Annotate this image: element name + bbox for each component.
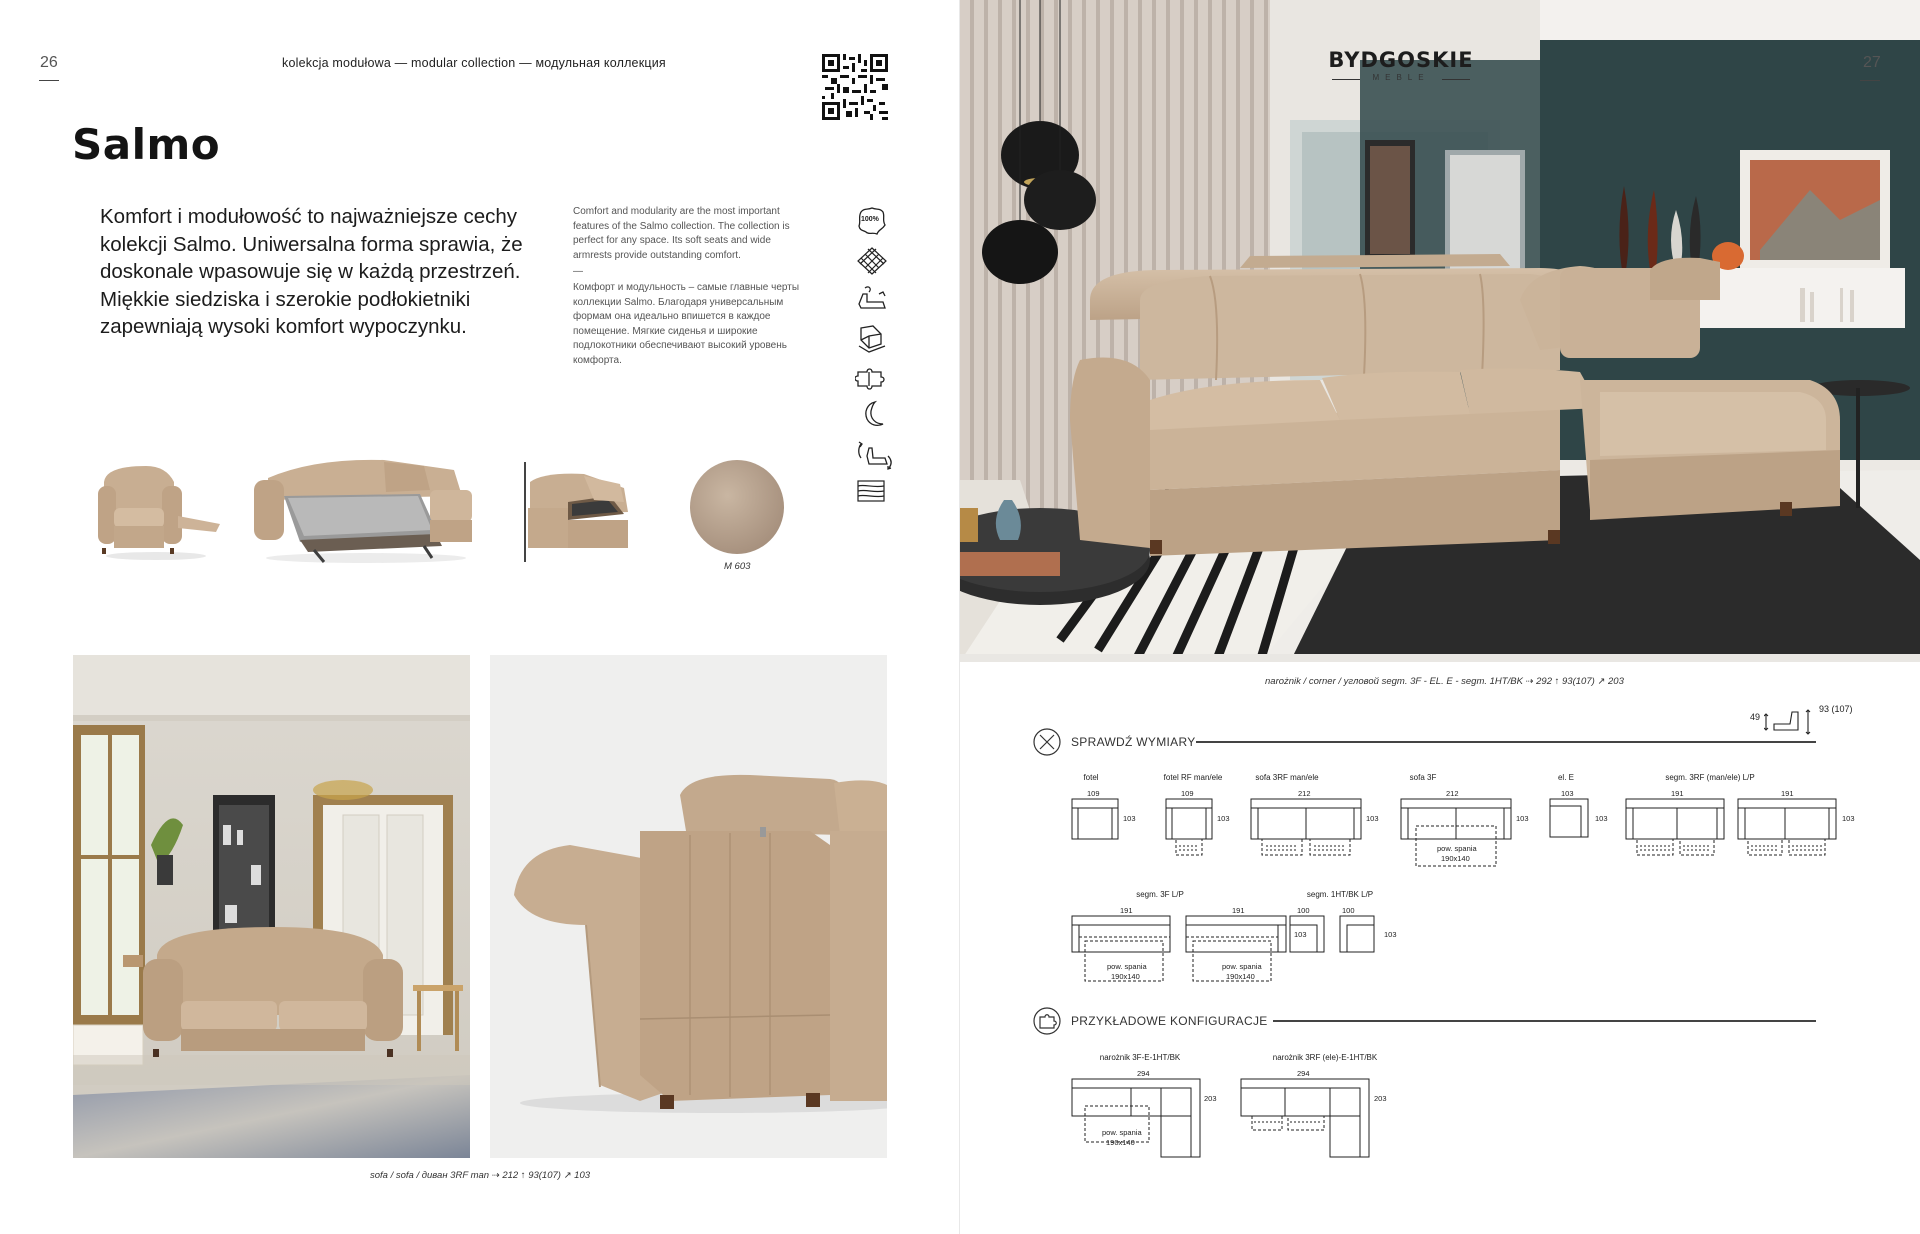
module-width-right: 191 [1781, 789, 1794, 798]
brand-subtitle: MEBLE [1372, 73, 1430, 82]
corner-storage-thumbnail[interactable] [524, 462, 634, 562]
config-width: 294 [1137, 1069, 1150, 1078]
module-label: fotel RF man/ele [1163, 773, 1223, 782]
sleep-area-label: pow. spania [1222, 962, 1262, 971]
module-label: sofa 3RF man/ele [1255, 773, 1319, 782]
module-depth: 103 [1217, 814, 1230, 823]
page-number-rule-right [1860, 80, 1880, 81]
text-english: Comfort and modularity are the most important features of the Salmo collection. The collection is perfect for any space. Its soft seats and wide armrests provide outstanding comfort. [573, 206, 790, 261]
dimensions-section-title: SPRAWDŹ WYMIARY [1071, 735, 1196, 749]
sleep-area-size: 190x140 [1106, 1138, 1135, 1147]
leather-swatch[interactable] [690, 460, 784, 554]
sleep-area-label: pow. spania [1437, 844, 1477, 853]
sleep-area-label: pow. spania [1107, 962, 1147, 971]
brand-logo [1326, 48, 1476, 88]
module-label: sofa 3F [1409, 773, 1437, 782]
seat-height-value: 49 [1750, 712, 1761, 722]
segment-1ht-drawing [1289, 915, 1379, 955]
lead-text-polish: Komfort i modułowość to najważniejsze cechy kolekcji Salmo. Uniwersalna forma sprawia, że doskonale wpasowuje się w każdą przestrzeń. Miękkie siedziska i szerokie podłokietniki zapewniają wysoki komfort wypoczynku. [100, 205, 523, 338]
module-depth: 103 [1384, 930, 1397, 939]
leather-badge: 100% [861, 216, 879, 223]
fabric-icon [855, 246, 889, 276]
armchair-thumbnail[interactable] [96, 462, 226, 562]
module-depth: 103 [1595, 814, 1608, 823]
page-number-rule [39, 80, 59, 81]
recliner-armchair-drawing [1165, 798, 1213, 858]
armchair-drawing [1071, 798, 1119, 840]
config-label: narożnik 3F-E-1HT/BK [1099, 1053, 1181, 1062]
module-label: fotel [1083, 773, 1099, 782]
bottom-caption: sofa / sofa / диван 3RF man ⇢ 212 ↑ 93(107) ↗ 103 [370, 1170, 591, 1181]
config-depth: 203 [1204, 1094, 1217, 1103]
corner-config-3rf-drawing [1240, 1078, 1370, 1158]
text-russian: Комфорт и модульность – самые главные черты коллекции Salmo. Благодаря универсальным формам она идеально впишется в каждое помещение. Мягкие сиденья и широкие подлокотники обеспечивают высокий уровень комфорта. [573, 282, 800, 366]
qr-code[interactable] [822, 54, 888, 120]
module-label: segm. 3F L/P [1136, 890, 1184, 899]
module-label: segm. 3RF (man/ele) L/P [1665, 773, 1755, 782]
module-width: 212 [1298, 789, 1311, 798]
module-depth: 103 [1366, 814, 1379, 823]
module-width: 109 [1181, 789, 1194, 798]
corner-config-3f-drawing [1071, 1078, 1201, 1158]
configurations-icon [1032, 1006, 1062, 1036]
brand-rule-right [1442, 79, 1470, 80]
sleep-area-size: 190x140 [1441, 854, 1470, 863]
living-room-photo [73, 655, 470, 1158]
module-depth: 103 [1516, 814, 1529, 823]
recliner-icon [855, 284, 889, 314]
brand-name: BYDGOSKIE [1328, 48, 1474, 72]
feature-icons [855, 204, 889, 504]
hero-photo [960, 0, 1920, 662]
hero-caption: narożnik / corner / угловой segm. 3F - EL. E - segm. 1HT/BK ⇢ 292 ↑ 93(107) ↗ 203 [1265, 676, 1624, 687]
text-separator: — [573, 266, 583, 277]
corner-element-drawing [1549, 798, 1589, 838]
dimensions-icon [1032, 727, 1062, 757]
sleep-moon-icon [855, 400, 889, 430]
module-depth: 103 [1842, 814, 1855, 823]
back-height-value: 93 (107) [1819, 704, 1853, 714]
page-title: Salmo [72, 120, 221, 169]
module-width-left: 100 [1297, 906, 1310, 915]
module-width-right: 191 [1232, 906, 1245, 915]
configurations-rule [1273, 1020, 1816, 1022]
swatch-label: M 603 [724, 561, 751, 572]
sofa-bed-thumbnail[interactable] [254, 450, 478, 566]
page-number-left: 26 [40, 54, 58, 71]
sleep-area-size: 190x140 [1111, 972, 1140, 981]
sofa-3rf-drawing [1250, 798, 1362, 858]
module-label: segm. 1HT/BK L/P [1306, 890, 1374, 899]
module-width-right: 100 [1342, 906, 1355, 915]
segment-3rf-drawing [1625, 798, 1837, 858]
running-head: kolekcja modułowa — modular collection — модульная коллекция [282, 56, 666, 70]
dimensions-rule [1196, 741, 1816, 743]
module-width-left: 191 [1120, 906, 1133, 915]
config-width: 294 [1297, 1069, 1310, 1078]
config-depth: 203 [1374, 1094, 1387, 1103]
relax-function-icon [855, 438, 889, 472]
right-page [960, 0, 1920, 1234]
configurations-section-title: PRZYKŁADOWE KONFIGURACJE [1071, 1014, 1268, 1028]
storage-icon [855, 324, 889, 356]
module-depth: 103 [1123, 814, 1136, 823]
armchair-detail-photo [490, 655, 887, 1158]
module-depth: 103 [1294, 930, 1307, 939]
module-width: 212 [1446, 789, 1459, 798]
module-width: 103 [1561, 789, 1574, 798]
module-width-left: 191 [1671, 789, 1684, 798]
leather-icon [855, 204, 889, 238]
sleep-area-size: 190x140 [1226, 972, 1255, 981]
sleep-area-label: pow. spania [1102, 1128, 1142, 1137]
modular-puzzle-icon [855, 364, 889, 392]
segment-3f-drawing [1071, 915, 1289, 985]
config-label: narożnik 3RF (ele)-E-1HT/BK [1272, 1053, 1378, 1062]
page-number-right: 27 [1863, 54, 1881, 71]
height-profile-icon [1764, 708, 1824, 738]
module-width: 109 [1087, 789, 1100, 798]
module-label: el. E [1557, 773, 1574, 782]
wood-icon [855, 478, 889, 504]
